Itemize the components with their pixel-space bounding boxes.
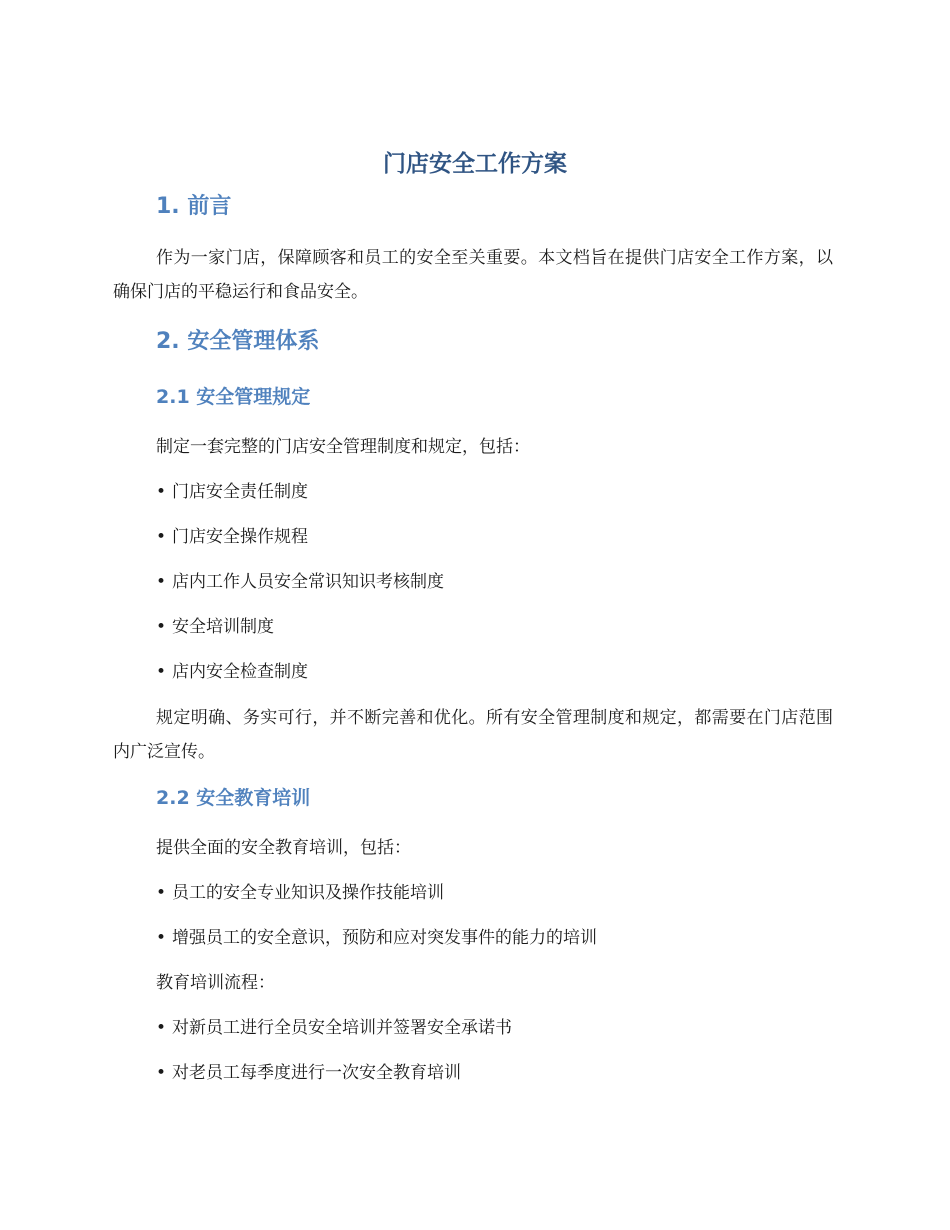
list-item-text: 店内工作人员安全常识知识考核制度 bbox=[172, 572, 445, 592]
list-item bbox=[156, 479, 308, 505]
training-process-label: 教育培训流程： bbox=[156, 973, 275, 993]
list-item bbox=[156, 1060, 461, 1086]
bullet-icon: • bbox=[156, 883, 167, 903]
bullet-icon: • bbox=[156, 1018, 167, 1038]
list-item-text: 对老员工每季度进行一次安全教育培训 bbox=[172, 1063, 462, 1083]
list-item bbox=[156, 1015, 512, 1041]
list-item-text: 安全培训制度 bbox=[172, 617, 275, 637]
bullet-icon: • bbox=[156, 662, 167, 682]
bullet-icon: • bbox=[156, 617, 167, 637]
list-item bbox=[156, 659, 308, 685]
bullet-icon: • bbox=[156, 482, 167, 502]
section-2-2-intro: 提供全面的安全教育培训，包括： bbox=[156, 838, 411, 858]
list-item-text: 增强员工的安全意识，预防和应对突发事件的能力的培训 bbox=[172, 928, 598, 948]
bullet-icon: • bbox=[156, 928, 167, 948]
section-2-1-intro: 制定一套完整的门店安全管理制度和规定，包括： bbox=[156, 437, 530, 457]
section-2-1-closing: 规定明确、务实可行，并不断完善和优化。所有安全管理制度和规定，都需要在门店范围内广泛宣传。 bbox=[113, 708, 833, 762]
section-1-heading: 1. 前言 bbox=[156, 194, 232, 219]
list-item bbox=[156, 569, 444, 595]
list-item-text: 对新员工进行全员安全培训并签署安全承诺书 bbox=[172, 1018, 513, 1038]
list-item-text: 员工的安全专业知识及操作技能培训 bbox=[172, 883, 445, 903]
section-2-2-heading: 2.2 安全教育培训 bbox=[156, 787, 311, 809]
list-item bbox=[156, 925, 597, 951]
list-item bbox=[156, 614, 274, 640]
section-2-heading: 2. 安全管理体系 bbox=[156, 329, 320, 354]
section-1-paragraph: 作为一家门店，保障顾客和员工的安全至关重要。本文档旨在提供门店安全工作方案，以确保门店的平稳运行和食品安全。 bbox=[113, 248, 833, 302]
list-item-text: 门店安全操作规程 bbox=[172, 527, 309, 547]
list-item bbox=[156, 524, 308, 550]
list-item bbox=[156, 880, 444, 906]
document-title: 门店安全工作方案 bbox=[383, 151, 567, 177]
list-item-text: 店内安全检查制度 bbox=[172, 662, 309, 682]
list-item-text: 门店安全责任制度 bbox=[172, 482, 309, 502]
section-2-1-heading: 2.1 安全管理规定 bbox=[156, 386, 311, 408]
bullet-icon: • bbox=[156, 1063, 167, 1083]
bullet-icon: • bbox=[156, 572, 167, 592]
bullet-icon: • bbox=[156, 527, 167, 547]
